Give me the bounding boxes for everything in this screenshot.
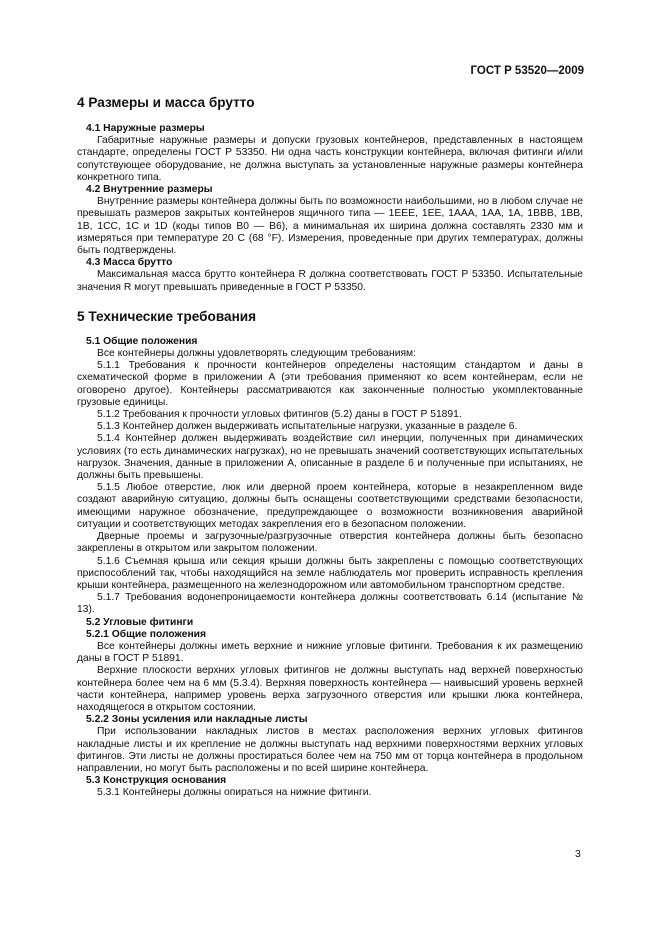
paragraph-5-1-7: 5.1.7 Требования водонепроницаемости контейнера должны соответствовать 6.14 (испытание № 13). <box>77 592 583 616</box>
paragraph-5-1-1: 5.1.1 Требования к прочности контейнеров определены настоящим стандартом и даны в схематической форме в приложении А (эти требования применяют ко всем контейнерам, если не оговорено другое). Контейнеры рассматриваются как законченные полностью укомплектованные грузовые единицы. <box>77 360 583 408</box>
subsection-4-3-heading: 4.3 Масса брутто <box>86 257 173 269</box>
paragraph-5-2-1-b: Верхние плоскости верхних угловых фитингов не должны выступать над верхней поверхностью контейнера более чем на 6 мм (5.3.4). Верхняя поверхность контейнера — наивысший уровень верхней части контейнера, например уровень верха загрузочного отверстия или крышки люка контейнера, находящегося в открытом состоянии. <box>77 665 583 713</box>
paragraph-5-1-3: 5.1.3 Контейнер должен выдерживать испытательные нагрузки, указанные в разделе 6. <box>97 421 518 433</box>
section-5-heading: 5 Технические требования <box>77 308 257 324</box>
paragraph-5-2-2: При использовании накладных листов в местах расположения верхних угловых фитингов накладные листы и их крепление не должны выступать над верхними поверхностями верхних угловых фитингов. Эти листы не должны простираться более чем на 750 мм от торца контейнера в продольном направлении, но могут быть расположены и по всей ширине контейнера. <box>77 726 583 774</box>
paragraph-4-3: Максимальная масса брутто контейнера R должна соответствовать ГОСТ Р 53350. Испытательные значения R могут превышать приведенные в ГОСТ Р 53350. <box>77 269 583 293</box>
paragraph-4-1: Габаритные наружные размеры и допуски грузовых контейнеров, представленных в настоящем стандарте, определены ГОСТ Р 53350. Ни одна часть конструкции контейнера, включая фитинги и/или сопутствующее оборудование, не должна выступать за установленные наружные размеры контейнера конкретного типа. <box>77 135 583 183</box>
paragraph-5-1-2: 5.1.2 Требования к прочности угловых фитингов (5.2) даны в ГОСТ Р 51891. <box>97 409 462 421</box>
subsection-5-2-1-heading: 5.2.1 Общие положения <box>86 628 206 640</box>
paragraph-5-1-5: 5.1.5 Любое отверстие, люк или дверной проем контейнера, которые в незакрепленном виде создают аварийную ситуацию, должны быть оснащены соответствующими средствами безопасности, имеющими наружное обозначение, предупреждающее о возможности возникновения аварийной ситуации и соответствующих методах закрепления его в безопасном положении. <box>77 482 583 530</box>
document-header: ГОСТ Р 53520—2009 <box>470 65 584 77</box>
document-body <box>77 92 583 800</box>
paragraph-5-1-6: 5.1.6 Съемная крыша или секция крыши должны быть закреплены с помощью соответствующих приспособлений так, чтобы находящийся на земле наблюдатель мог проверить исправность крепления крыши контейнера, размещенного на железнодорожном или автомобильном транспортном средстве. <box>77 555 583 591</box>
paragraph-5-3-1: 5.3.1 Контейнеры должны опираться на нижние фитинги. <box>97 787 372 799</box>
paragraph-5-1-4: 5.1.4 Контейнер должен выдерживать воздействие сил инерции, полученных при динамических условиях (то есть динамических нагрузках), но не превышать значений соответствующих испытательных нагрузок. Значения, данные в приложении А, описанные в разделе 6 и полученные при испытаниях, не должны быть превышены. <box>77 433 583 482</box>
paragraph-4-2: Внутренние размеры контейнера должны быть по возможности наибольшими, но в любом случае не превышать размеров закрытых контейнеров ящичного типа — 1EEE, 1EE, 1AAA, 1AA, 1A, 1BBB, 1BB, 1B, 1CC, 1C и 1D (коды типов B0 — B6), а минимальная их ширина должна составлять 2330 мм и измеряться при температуре 20 С (68 °F). Измерения, проведенные при других температурах, должны быть подтверждены. <box>77 196 583 257</box>
subsection-5-2-2-heading: 5.2.2 Зоны усиления или накладные листы <box>86 714 308 726</box>
section-4-heading: 4 Размеры и масса брутто <box>77 95 255 110</box>
subsection-5-3-heading: 5.3 Конструкция основания <box>86 775 227 787</box>
paragraph-5-1-5-continued: Дверные проемы и загрузочные/разгрузочные отверстия контейнера должны быть безопасно закреплены в открытом или закрытом положении. <box>77 531 583 555</box>
subsection-4-2-heading: 4.2 Внутренние размеры <box>86 184 213 196</box>
page-number: 3 <box>575 849 581 860</box>
subsection-4-1-heading: 4.1 Наружные размеры <box>86 123 205 134</box>
paragraph-5-2-1-a: Все контейнеры должны иметь верхние и нижние угловые фитинги. Требования к их размещению даны в ГОСТ Р 51891. <box>77 640 583 665</box>
paragraph-5-1-intro: Все контейнеры должны удовлетворять следующим требованиям: <box>97 348 416 360</box>
subsection-5-2-heading: 5.2 Угловые фитинги <box>86 616 194 628</box>
subsection-5-1-heading: 5.1 Общие положения <box>86 335 198 347</box>
